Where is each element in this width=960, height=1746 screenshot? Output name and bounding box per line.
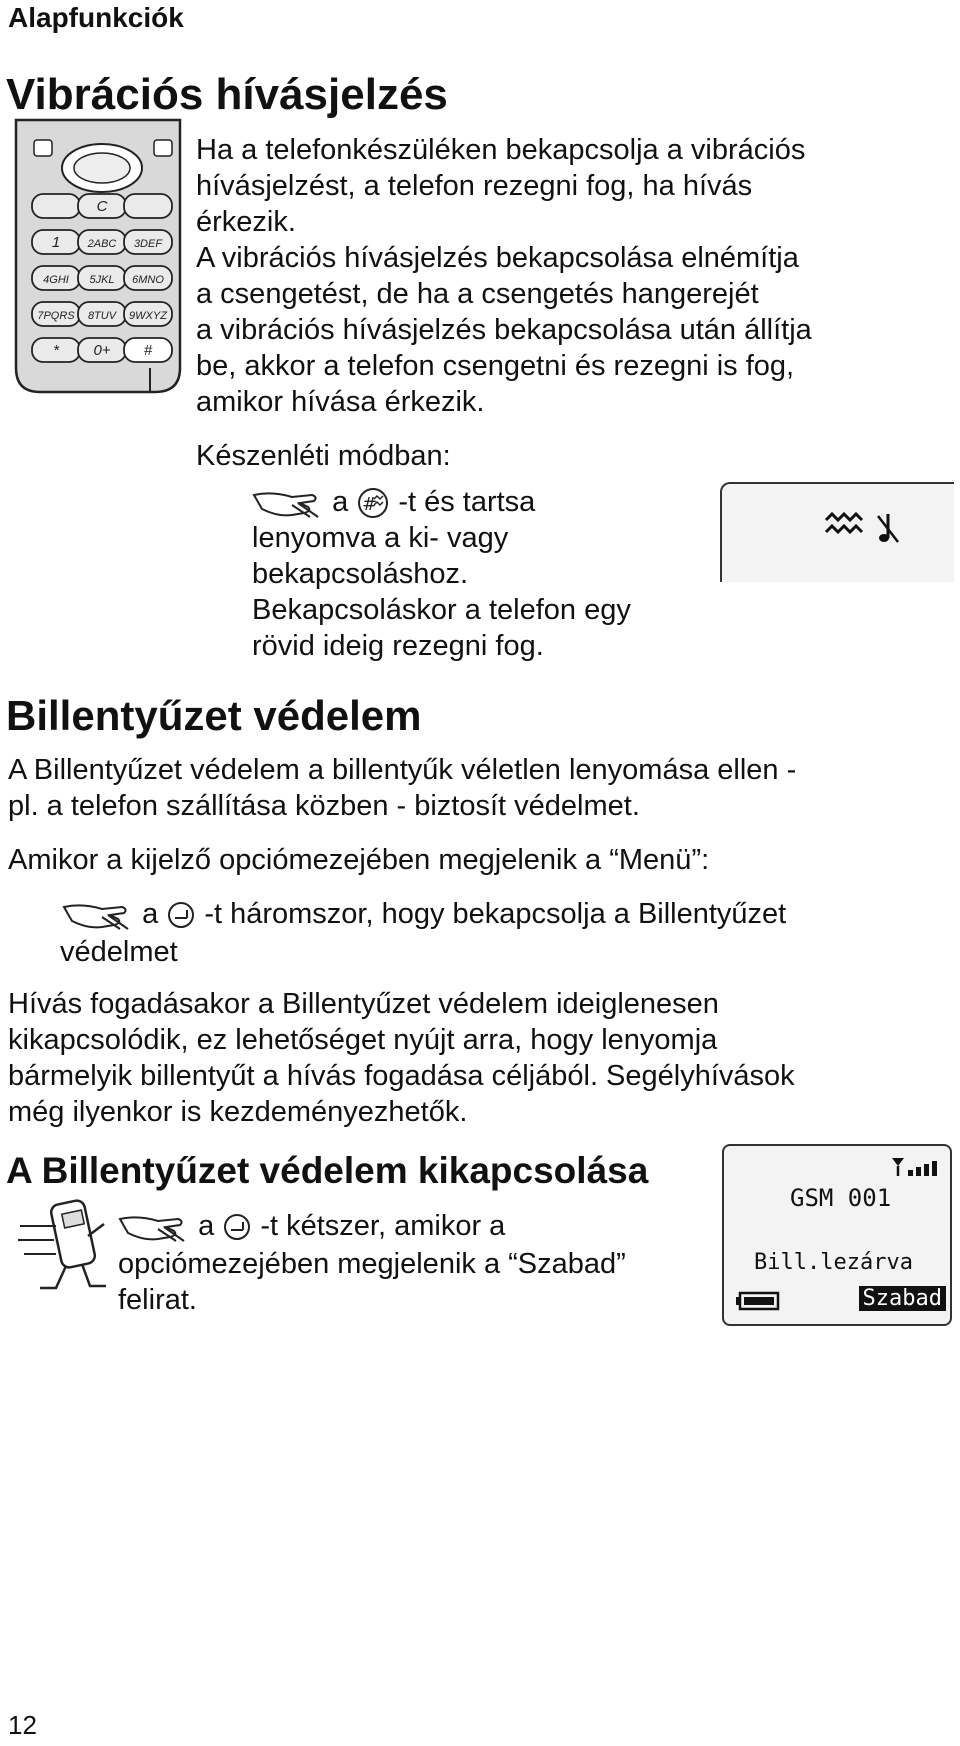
network-name: GSM 001 [790,1184,892,1212]
standby-label: Készenléti módban: [196,440,451,472]
text-line: opciómezejében megjelenik a “Szabad” [118,1248,626,1280]
signal-strength-icon [890,1156,942,1178]
vibration-step [252,484,631,664]
battery-icon [736,1290,784,1312]
right-softkey-icon [166,900,196,930]
section-title-keylock: Billentyűzet védelem [6,692,422,739]
text-line: Bekapcsoláskor a telefon egy [252,594,631,626]
keypad-key-label: 8TUV [87,310,117,322]
text-line: bekapcsoláshoz. [252,558,469,590]
phone-mascot-icon [16,1196,108,1296]
keylock-status: Bill.lezárva [754,1250,913,1275]
section-header: Alapfunkciók [8,2,184,33]
keylock-step [62,896,786,932]
keypad-key [32,194,80,218]
text-line: A Billentyűzet védelem a billentyűk véletlen lenyomása ellen - [8,754,797,786]
keypad-key-label: 7PQRS [37,310,75,322]
text-line: amikor hívása érkezik. [196,386,485,418]
text-line: felirat. [118,1284,197,1316]
step-a-text: a [142,898,159,930]
pointing-hand-icon [118,1211,190,1243]
text-line: még ilyenkor is kezdeményezhetők. [8,1096,468,1128]
keypad-key [124,194,172,218]
unlock-step-cont [118,1246,626,1318]
keypad-key-label: 0+ [93,342,111,359]
text-line: pl. a telefon szállítása közben - biztosít védelmet. [8,790,640,822]
keypad-key-label: 6MNO [132,274,164,286]
svg-text:#: # [362,494,378,516]
page-title: Vibrációs hívásjelzés [6,70,448,119]
step-rest-text: -t és tartsa [398,486,536,518]
text-line: a vibrációs hívásjelzés bekapcsolása után állítja [196,314,812,346]
text-line: kikapcsolódik, ez lehetőséget nyújt arra, hogy lenyomja [8,1024,718,1056]
keypad-key-label: * [53,342,59,359]
text-line: rövid ideig rezegni fog. [252,630,544,662]
right-softkey-icon [222,1212,252,1242]
text-line: Hívás fogadásakor a Billentyűzet védelem ideiglenesen [8,988,719,1020]
pointing-hand-icon [252,487,324,519]
pointing-hand-icon [62,899,134,931]
hash-vibrate-key-icon [356,487,390,519]
step-rest-text: -t kétszer, amikor a [260,1210,506,1242]
page-number: 12 [8,1710,37,1740]
section-title-unlock: A Billentyűzet védelem kikapcsolása [6,1150,649,1191]
keypad-key-label: 2ABC [87,238,117,250]
keypad-key-label: 3DEF [133,238,163,250]
vibration-intro [196,132,812,420]
unlock-softkey-label: Szabad [859,1286,946,1311]
vibrate-mute-icon [822,508,902,548]
text-line: be, akkor a telefon csengetni és rezegni is fog, [196,350,795,382]
step-rest-text: -t háromszor, hogy bekapcsolja a Billentyűzet [204,898,787,930]
menu-label: Amikor a kijelző opciómezejében megjelenik a “Menü”: [8,844,710,876]
keylock-step-cont: védelmet [60,936,178,968]
keypad-key-label: 4GHI [43,274,69,286]
text-line: Ha a telefonkészüléken bekapcsolja a vibrációs [196,134,806,166]
text-line: bármelyik billentyűt a hívás fogadása céljából. Segélyhívások [8,1060,795,1092]
book-key-icon [34,140,52,156]
text-line: lenyomva a ki- vagy [252,522,509,554]
text-line: A vibrációs hívásjelzés bekapcsolása elnémítja [196,242,799,274]
vibrate-display [720,482,954,582]
menu-key-icon [154,140,172,156]
keypad-key-label: 5JKL [89,274,115,286]
keylock-display [722,1144,952,1326]
step-a-text: a [198,1210,215,1242]
keypad-key-label: # [143,342,153,359]
incoming-call-note [8,986,795,1130]
text-line: érkezik. [196,206,296,238]
keypad-key-label: 1 [51,234,61,251]
keypad-key-label: 9WXYZ [129,310,167,322]
keypad-key-label: C [96,198,108,215]
text-line: a csengetést, de ha a csengetés hangerejét [196,278,759,310]
text-line: hívásjelzést, a telefon rezegni fog, ha hívás [196,170,753,202]
phone-keypad-illustration [10,118,188,396]
step-a-text: a [332,486,349,518]
keylock-intro [8,752,796,824]
unlock-step [118,1208,505,1244]
